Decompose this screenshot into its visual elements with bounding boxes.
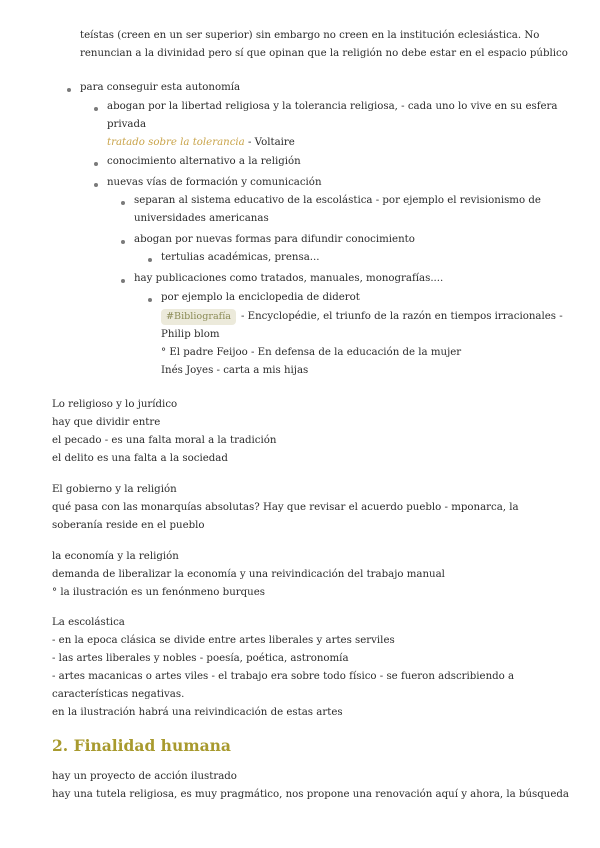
bibliography-tag[interactable]: #Bibliografía <box>161 309 236 325</box>
bullet-icon <box>94 162 98 166</box>
bullet-icon <box>94 107 98 111</box>
text-line: el delito es una falta a la sociedad <box>52 453 228 464</box>
reference-text: - Encyclopédie, el triunfo de la razón en tiempos irracionales - <box>241 311 563 322</box>
text-line: hay un proyecto de acción ilustrado <box>52 771 237 782</box>
text-line: qué pasa con las monarquías absolutas? Hay que revisar el acuerdo pueblo - mponarca, la <box>52 502 519 513</box>
list-item: por ejemplo la enciclopedia de diderot <box>161 292 360 303</box>
bullet-icon <box>121 240 125 244</box>
reference-line <box>107 136 295 150</box>
section-title: La escolástica <box>52 617 125 628</box>
bullet-icon <box>121 279 125 283</box>
reference-line <box>161 309 563 325</box>
list-item: para conseguir esta autonomía <box>80 82 241 93</box>
text-line: en la ilustración habrá una reivindicación de estas artes <box>52 707 343 718</box>
bullet-icon <box>121 201 125 205</box>
text-line: teístas (creen en un ser superior) sin embargo no creen en la institución eclesiástica. No <box>80 30 540 41</box>
section-title: Lo religioso y lo jurídico <box>52 399 178 410</box>
text-line: Philip blom <box>161 329 220 340</box>
list-item: abogan por la libertad religiosa y la tolerancia religiosa, - cada uno lo vive en su esfera <box>107 101 558 112</box>
list-item: abogan por nuevas formas para difundir conocimiento <box>134 234 415 245</box>
bullet-icon <box>148 258 152 262</box>
text-line: - en la epoca clásica se divide entre artes liberales y artes serviles <box>52 635 395 646</box>
list-item: separan al sistema educativo de la escolástica - por ejemplo el revisionismo de <box>134 195 541 206</box>
text-line: demanda de liberalizar la economía y una reivindicación del trabajo manual <box>52 569 445 580</box>
text-line: ° El padre Feijoo - En defensa de la educación de la mujer <box>161 347 462 358</box>
text-line: ° la ilustración es un fenónmeno burques <box>52 587 265 598</box>
list-item: conocimiento alternativo a la religión <box>107 156 301 167</box>
bullet-icon <box>94 183 98 187</box>
reference-author: - Voltaire <box>244 137 295 148</box>
text-line: hay que dividir entre <box>52 417 161 428</box>
bullet-icon <box>148 298 152 302</box>
section-title: El gobierno y la religión <box>52 484 177 495</box>
text-line: el pecado - es una falta moral a la tradición <box>52 435 277 446</box>
bullet-icon <box>67 88 71 92</box>
text-line: privada <box>107 119 147 130</box>
section-title: la economía y la religión <box>52 551 179 562</box>
section-heading: 2. Finalidad humana <box>52 736 231 755</box>
text-line: - artes macanicas o artes viles - el trabajo era sobre todo físico - se fueron adscribiendo a <box>52 671 515 682</box>
text-line: Inés Joyes - carta a mis hijas <box>161 365 309 376</box>
reference-link[interactable]: tratado sobre la tolerancia <box>107 137 245 148</box>
text-line: renuncian a la divinidad pero sí que opinan que la religión no debe estar en el espacio público <box>80 48 568 59</box>
text-line: hay una tutela religiosa, es muy pragmático, nos propone una renovación aquí y ahora, la búsqueda <box>52 789 569 800</box>
list-item: tertulias académicas, prensa... <box>161 252 320 263</box>
text-line: soberanía reside en el pueblo <box>52 520 205 531</box>
text-line: universidades americanas <box>134 213 269 224</box>
list-item: nuevas vías de formación y comunicación <box>107 177 322 188</box>
text-line: características negativas. <box>52 689 185 700</box>
text-line: - las artes liberales y nobles - poesía, poética, astronomía <box>52 653 349 664</box>
list-item: hay publicaciones como tratados, manuales, monografías.... <box>134 273 444 284</box>
